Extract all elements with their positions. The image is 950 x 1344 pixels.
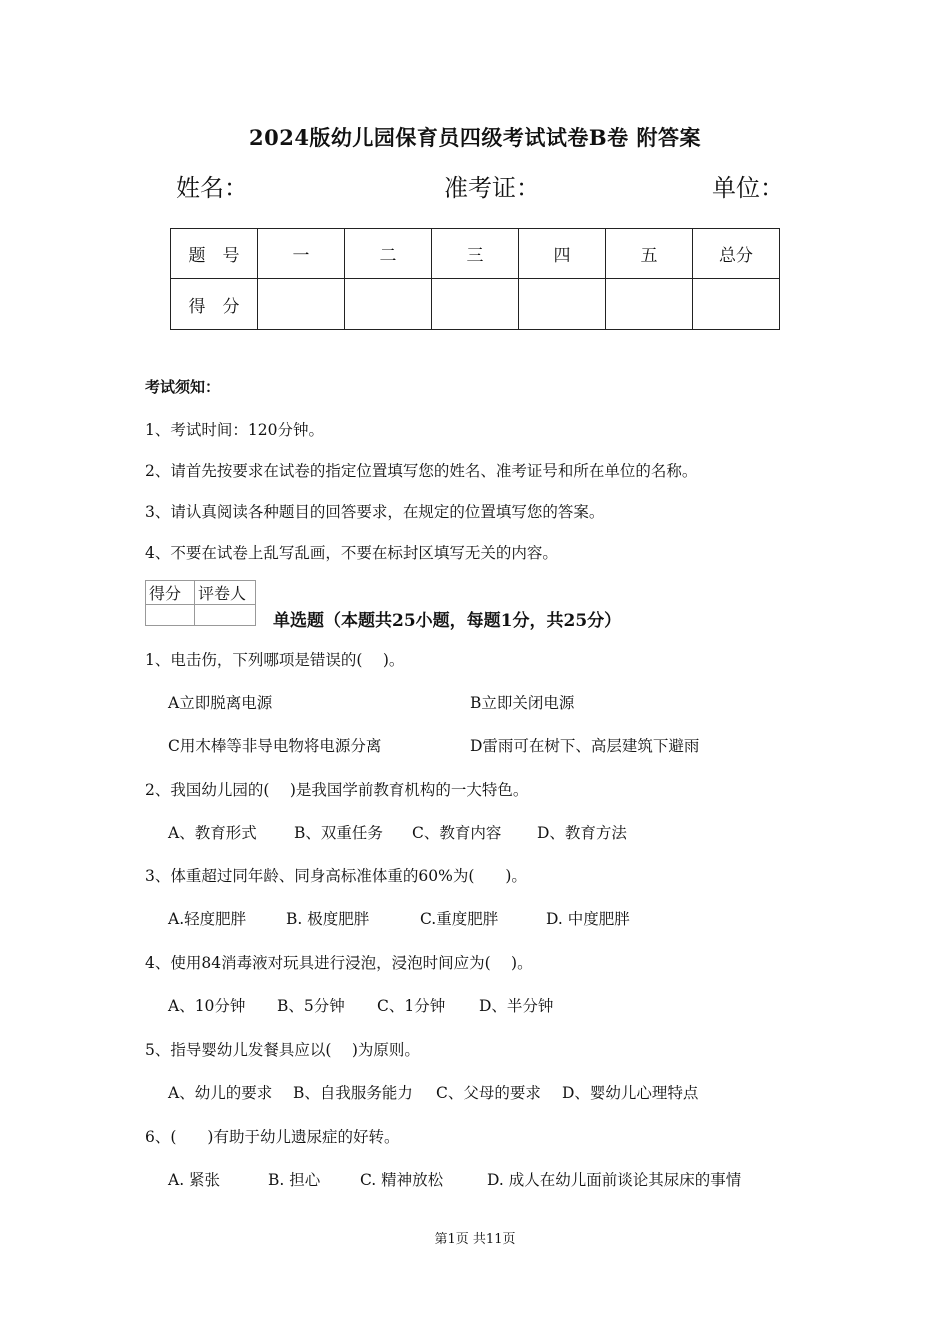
score-cell-total[interactable] bbox=[693, 279, 780, 330]
notice-title: 考试须知： bbox=[145, 378, 221, 396]
option-c[interactable]: C、教育内容 bbox=[412, 824, 502, 842]
name-label: 姓名： bbox=[176, 174, 248, 202]
score-cell[interactable] bbox=[258, 279, 345, 330]
question-stem: 4、使用84消毒液对玩具进行浸泡，浸泡时间应为( )。 bbox=[145, 954, 533, 972]
page-footer: 第1页 共11页 bbox=[434, 1232, 516, 1247]
option-a[interactable]: A立即脱离电源 bbox=[168, 694, 273, 712]
header-cell-2: 二 bbox=[345, 229, 432, 279]
question-stem: 1、电击伤，下列哪项是错误的( )。 bbox=[145, 651, 405, 669]
option-d[interactable]: D、半分钟 bbox=[479, 997, 554, 1015]
question-stem: 3、体重超过同年龄、同身高标准体重的60%为( )。 bbox=[145, 867, 527, 885]
option-c[interactable]: C、1分钟 bbox=[377, 997, 446, 1015]
option-b[interactable]: B、双重任务 bbox=[294, 824, 383, 842]
grader-name-label: 评卷人 bbox=[195, 581, 256, 605]
notice-item: 2、请首先按要求在试卷的指定位置填写您的姓名、准考证号和所在单位的名称。 bbox=[145, 462, 698, 480]
question-stem: 2、我国幼儿园的( )是我国学前教育机构的一大特色。 bbox=[145, 781, 529, 799]
option-c[interactable]: C.重度肥胖 bbox=[420, 910, 499, 928]
option-a[interactable]: A. 紧张 bbox=[168, 1171, 221, 1189]
option-b[interactable]: B立即关闭电源 bbox=[470, 694, 575, 712]
notice-item: 3、请认真阅读各种题目的回答要求，在规定的位置填写您的答案。 bbox=[145, 503, 605, 521]
notice-item: 1、考试时间：120分钟。 bbox=[145, 421, 324, 439]
unit-label: 单位： bbox=[712, 174, 784, 202]
notice-item: 4、不要在试卷上乱写乱画，不要在标封区填写无关的内容。 bbox=[145, 544, 558, 562]
option-c[interactable]: C用木棒等非导电物将电源分离 bbox=[168, 737, 382, 755]
exam-id-label: 准考证： bbox=[444, 174, 540, 202]
option-a[interactable]: A、教育形式 bbox=[168, 824, 257, 842]
header-cell-label: 题 号 bbox=[171, 229, 258, 279]
question-stem: 5、指导婴幼儿发餐具应以( )为原则。 bbox=[145, 1041, 420, 1059]
option-a[interactable]: A.轻度肥胖 bbox=[168, 910, 247, 928]
header-cell-4: 四 bbox=[519, 229, 606, 279]
option-a[interactable]: A、10分钟 bbox=[168, 997, 246, 1015]
option-d[interactable]: D雷雨可在树下、高层建筑下避雨 bbox=[470, 737, 700, 755]
option-c[interactable]: C. 精神放松 bbox=[360, 1171, 444, 1189]
score-table-header-row bbox=[171, 229, 780, 279]
grader-name-cell[interactable] bbox=[195, 605, 256, 626]
option-d[interactable]: D. 中度肥胖 bbox=[546, 910, 630, 928]
option-d[interactable]: D、教育方法 bbox=[537, 824, 627, 842]
option-c[interactable]: C、父母的要求 bbox=[436, 1084, 541, 1102]
option-d[interactable]: D、婴幼儿心理特点 bbox=[562, 1084, 699, 1102]
score-table-score-row bbox=[171, 279, 780, 330]
option-b[interactable]: B、自我服务能力 bbox=[293, 1084, 413, 1102]
grader-score-label: 得分 bbox=[146, 581, 195, 605]
score-table bbox=[170, 228, 780, 330]
score-cell[interactable] bbox=[432, 279, 519, 330]
section-title: 单选题（本题共25小题，每题1分，共25分） bbox=[273, 611, 622, 631]
header-cell-3: 三 bbox=[432, 229, 519, 279]
option-d[interactable]: D. 成人在幼儿面前谈论其尿床的事情 bbox=[487, 1171, 742, 1189]
header-cell-5: 五 bbox=[606, 229, 693, 279]
option-b[interactable]: B. 担心 bbox=[268, 1171, 321, 1189]
grader-score-cell[interactable] bbox=[146, 605, 195, 626]
score-row-label: 得 分 bbox=[171, 279, 258, 330]
header-cell-1: 一 bbox=[258, 229, 345, 279]
question-stem: 6、( )有助于幼儿遗尿症的好转。 bbox=[145, 1128, 400, 1146]
option-a[interactable]: A、幼儿的要求 bbox=[168, 1084, 273, 1102]
exam-title: 2024版幼儿园保育员四级考试试卷B卷 附答案 bbox=[248, 125, 701, 150]
header-cell-total: 总分 bbox=[693, 229, 780, 279]
score-cell[interactable] bbox=[519, 279, 606, 330]
grader-table bbox=[145, 580, 256, 626]
score-cell[interactable] bbox=[345, 279, 432, 330]
option-b[interactable]: B. 极度肥胖 bbox=[286, 910, 370, 928]
score-cell[interactable] bbox=[606, 279, 693, 330]
option-b[interactable]: B、5分钟 bbox=[277, 997, 345, 1015]
